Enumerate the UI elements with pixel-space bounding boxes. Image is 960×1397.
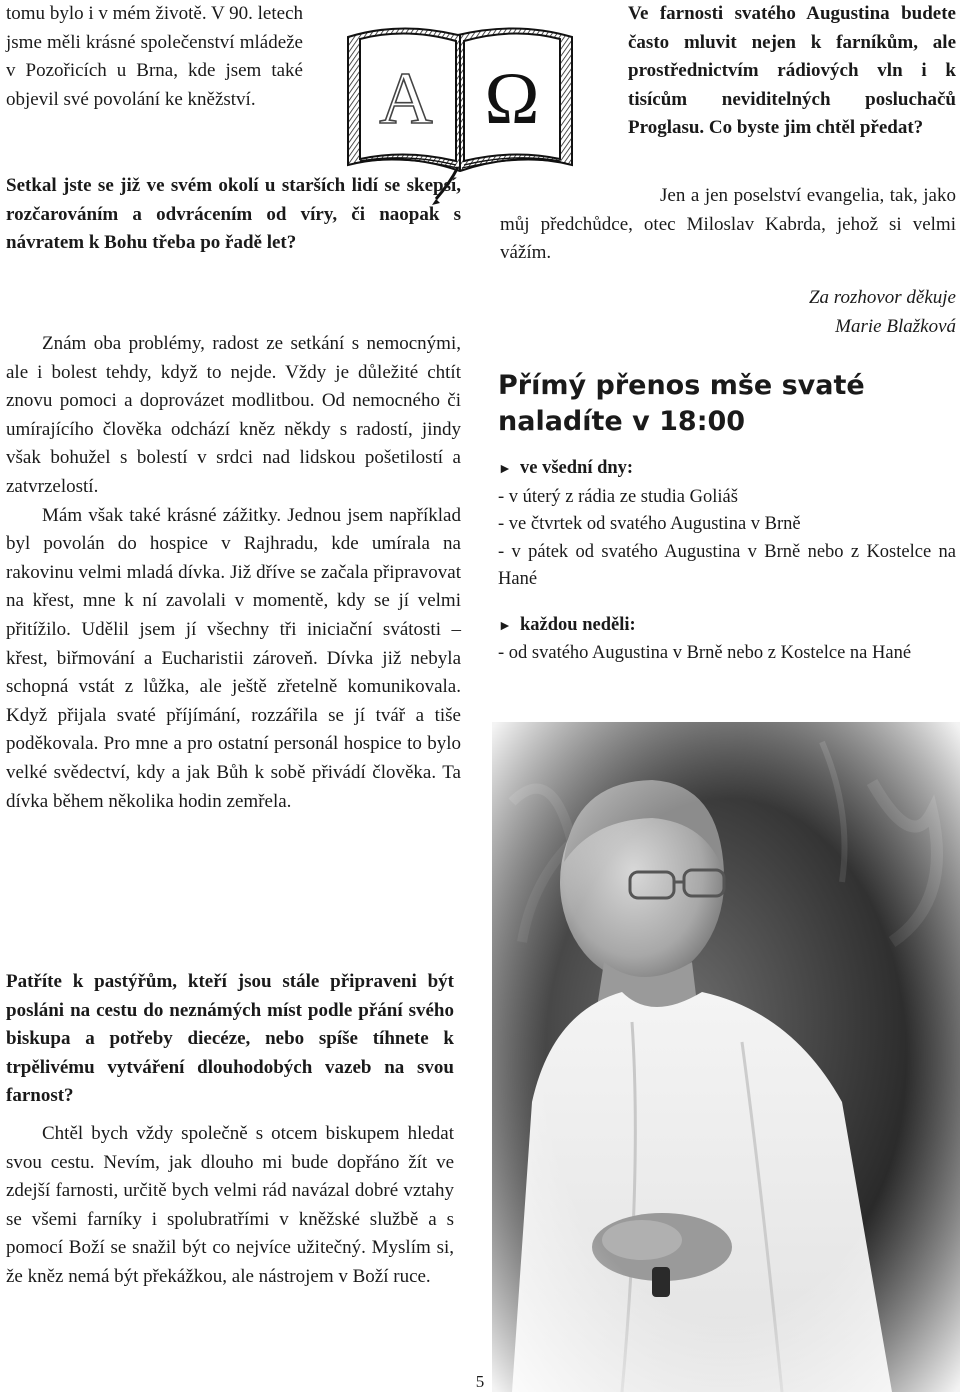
list-item: - od svatého Augustina v Brně nebo z Kostelce na Hané [498,643,912,663]
list-item: - v úterý z rádia ze studia Goliáš [498,486,738,507]
interview-credit: Za rozhovor děkuje Marie Blažková [808,287,956,337]
list-item: - v pátek od svatého Augustina v Brně nebo z Kostelce na Hané [498,541,956,589]
page-number: 5 [475,1372,485,1391]
answer-proglas: Jen a jen poselství evangelia, tak, jako můj předchůdce, otec Miloslav Kabrda, jehož si velmi vážím. [500,185,956,264]
broadcast-heading: Přímý přenos mše svaté naladíte v 18:00 [498,370,865,437]
answer-pastors: Chtěl bych vždy společně s otcem biskupem hledat svou cestu. Nevím, jak dlouho mi bude dopřáno žít ve zdejší farnosti, určitě bych velmi rád navázal dobré vztahy se všemi farníky i spolubratřími v kněžské službě a s pomocí Boží se snažil být co nejvíce užitečný. Myslím si, že kněz nemá být překážkou, ale nástrojem v Boží ruce. [6,1123,454,1287]
list-item: - ve čtvrtek od svatého Augustina v Brně [498,514,801,534]
triangle-bullet-icon: ► [498,462,512,477]
broadcast-schedule [498,455,956,668]
question-pastors: Patříte k pastýřům, kteří jsou stále připraveni být posláni na cestu do neznámých míst podle přání svého biskupa a potřeby diecéze, nebo spíše tíhnete k trpělivému vytváření dlouhodobých vazeb na svou farnost? [6,971,454,1107]
alpha-letter: A [379,58,433,140]
question-skepticism: Setkal jste se již ve svém okolí u starších lidí se skepsí, rozčarováním a odvrácením od víry, či naopak s návratem k Bohu třeba po řadě let? [6,175,461,254]
triangle-bullet-icon: ► [498,618,512,634]
weekday-heading: ► ve všední dny: [498,455,956,484]
priest-photo [492,722,960,1392]
intro-continuation: tomu bylo i v mém životě. V 90. letech jsme měli krásné společenství mládeže v Pozořicích u Brna, kde jsem také objevil své povolání ke kněžství. [6,3,303,110]
answer-skepticism: Znám oba problémy, radost ze setkání s nemocnými, ale i bolest tehdy, když to nejde. Vždy je důležité chtít znovu pomoci a doprovázet modlitbou. Od nemocného či umírajícího člověka odchází kněz někdy s radostí, jindy však bohužel s bolestí v srdci nad lidskou pošetilostí a zatvrzelostí. Mám však také krásné zážitky. Jednou jsem například byl povolán do hospice v Rajhradu, kde umírala na rakovinu velmi mladá dívka. Již dříve se začala připravovat na křest, mne k ní zavolali v momentě, kdy se jí velmi přitížilo. Udělil jsem jí všechny tři iniciační svátosti – křest, biřmování a Eucharistii zároveň. Dívka již nebyla schopná vstát z lůžka, ale ještě zřetelně komunikovala. Když přijala svaté příjímání, rozzářila se jí tvář a tiše poděkovala. Pro mne a pro ostatní personál hospice to bylo velké svědectví, kdy a jak Bůh k sobě přivádí člověka. Ta dívka během několika hodin zemřela. [6,333,461,812]
priest-figure [492,722,960,1392]
omega-letter: Ω [484,58,540,140]
question-proglas: Ve farnosti svatého Augustina budete často mluvit nejen k farníkům, ale prostřednictvím rádiových vln i k tisícům neviditelných posluchačů Proglasu. Co byste jim chtěl předat? [628,3,956,139]
sunday-heading: ► každou neděli: [498,612,956,641]
